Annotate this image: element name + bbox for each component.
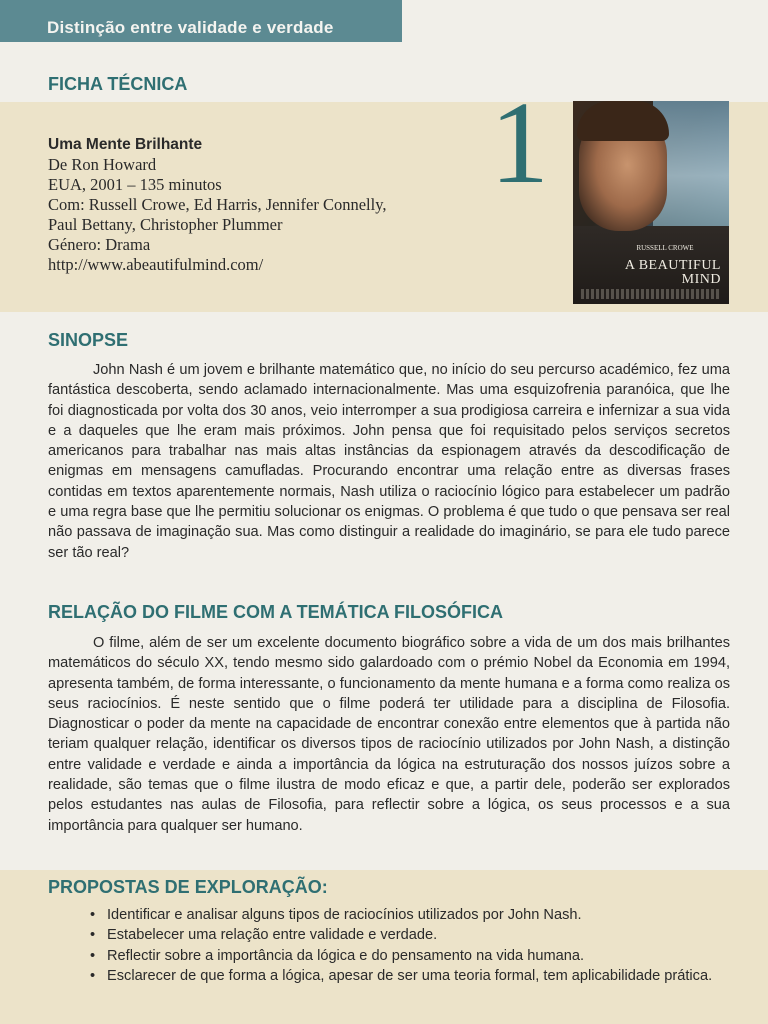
list-item: • Reflectir sobre a importância da lógica e do pensamento na vida humana. bbox=[90, 946, 730, 966]
chapter-banner-title: Distinção entre validade e verdade bbox=[47, 18, 334, 37]
movie-poster-image bbox=[573, 101, 729, 304]
ficha-tecnica-details bbox=[48, 135, 387, 275]
sinopse-heading: SINOPSE bbox=[48, 330, 129, 350]
poster-credits-block bbox=[581, 289, 721, 299]
film-url-link[interactable]: http://www.abeautifulmind.com/ bbox=[48, 255, 264, 274]
film-cast-line-1: Com: Russell Crowe, Ed Harris, Jennifer Connelly, bbox=[48, 195, 387, 214]
relacao-heading: RELAÇÃO DO FILME COM A TEMÁTICA FILOSÓFICA bbox=[48, 602, 503, 622]
film-director: De Ron Howard bbox=[48, 155, 157, 174]
film-number: 1 bbox=[490, 77, 549, 208]
film-cast-line-2: Paul Bettany, Christopher Plummer bbox=[48, 215, 283, 234]
film-country-year: EUA, 2001 – 135 minutos bbox=[48, 175, 222, 194]
poster-movie-name: A BEAUTIFUL MIND bbox=[624, 258, 721, 287]
ficha-tecnica-heading: FICHA TÉCNICA bbox=[48, 74, 188, 94]
propostas-list bbox=[90, 905, 730, 986]
list-item: • Identificar e analisar alguns tipos de raciocínios utilizados por John Nash. bbox=[90, 905, 730, 925]
relacao-paragraph: O filme, além de ser um excelente documento biográfico sobre a vida de um dos mais brilhantes matemáticos do século XX, tendo mesmo sido galardoado com o prémio Nobel da Economia em 1994, apresenta também, de forma interessante, o funcionamento da mente humana e a forma como realiza os seus raciocínios. É neste sentido que o filme poderá ter utilidade para a disciplina de Filosofia. Diagnosticar o poder da mente na capacidade de encontrar conexão entre elementos que à partida não teriam qualquer relação, identificar os diversos tipos de raciocínio utilizados por John Nash, a distinção entre validade e verdade e ainda a importância da lógica na estruturação dos nossos juízos sobre a realidade, são temas que o filme ilustra de modo eficaz e que, a partir dele, poderão ser explorados pelos estudantes nas aulas de Filosofia, para reflectir sobre a lógica, os seus processos e a sua importância para qualquer ser humano. bbox=[48, 635, 730, 834]
list-item: • Estabelecer uma relação entre validade e verdade. bbox=[90, 925, 730, 945]
propostas-heading: PROPOSTAS DE EXPLORAÇÃO: bbox=[48, 877, 328, 897]
sinopse-paragraph: John Nash é um jovem e brilhante matemático que, no início do seu percurso académico, fez uma fantástica descoberta, sendo aclamado internacionalmente. Mas uma esquizofrenia paranóica, que lhe foi diagnosticada por volta dos 30 anos, veio interromper a sua prodigiosa carreira e infernizar a sua vida e a daqueles que lhe eram mais próximos. John pensa que foi requisitado pelos serviços secretos americanos para trabalhar nas mais altas instâncias da espionagem através da descodificação de enigmas em mensagens camufladas. Procurando encontrar uma relação entre as diversas frases contidas em textos aparentemente normais, Nash utiliza o raciocínio lógico para estabelecer um padrão e uma regra base que lhe permitiu solucionar os enigmas. O problema é que tudo o que pensava ser real não passava de imaginação sua. Mas como distinguir a realidade do imaginário, se para ele tudo parece ser tão real? bbox=[48, 362, 730, 561]
film-title: Uma Mente Brilhante bbox=[48, 136, 203, 153]
chapter-banner bbox=[0, 0, 402, 42]
poster-hair bbox=[577, 101, 669, 141]
poster-actor-name: RUSSELL CROWE bbox=[636, 244, 694, 252]
film-genre: Género: Drama bbox=[48, 235, 151, 254]
list-item: • Esclarecer de que forma a lógica, apesar de ser uma teoria formal, tem aplicabilidade prática. bbox=[90, 966, 730, 986]
